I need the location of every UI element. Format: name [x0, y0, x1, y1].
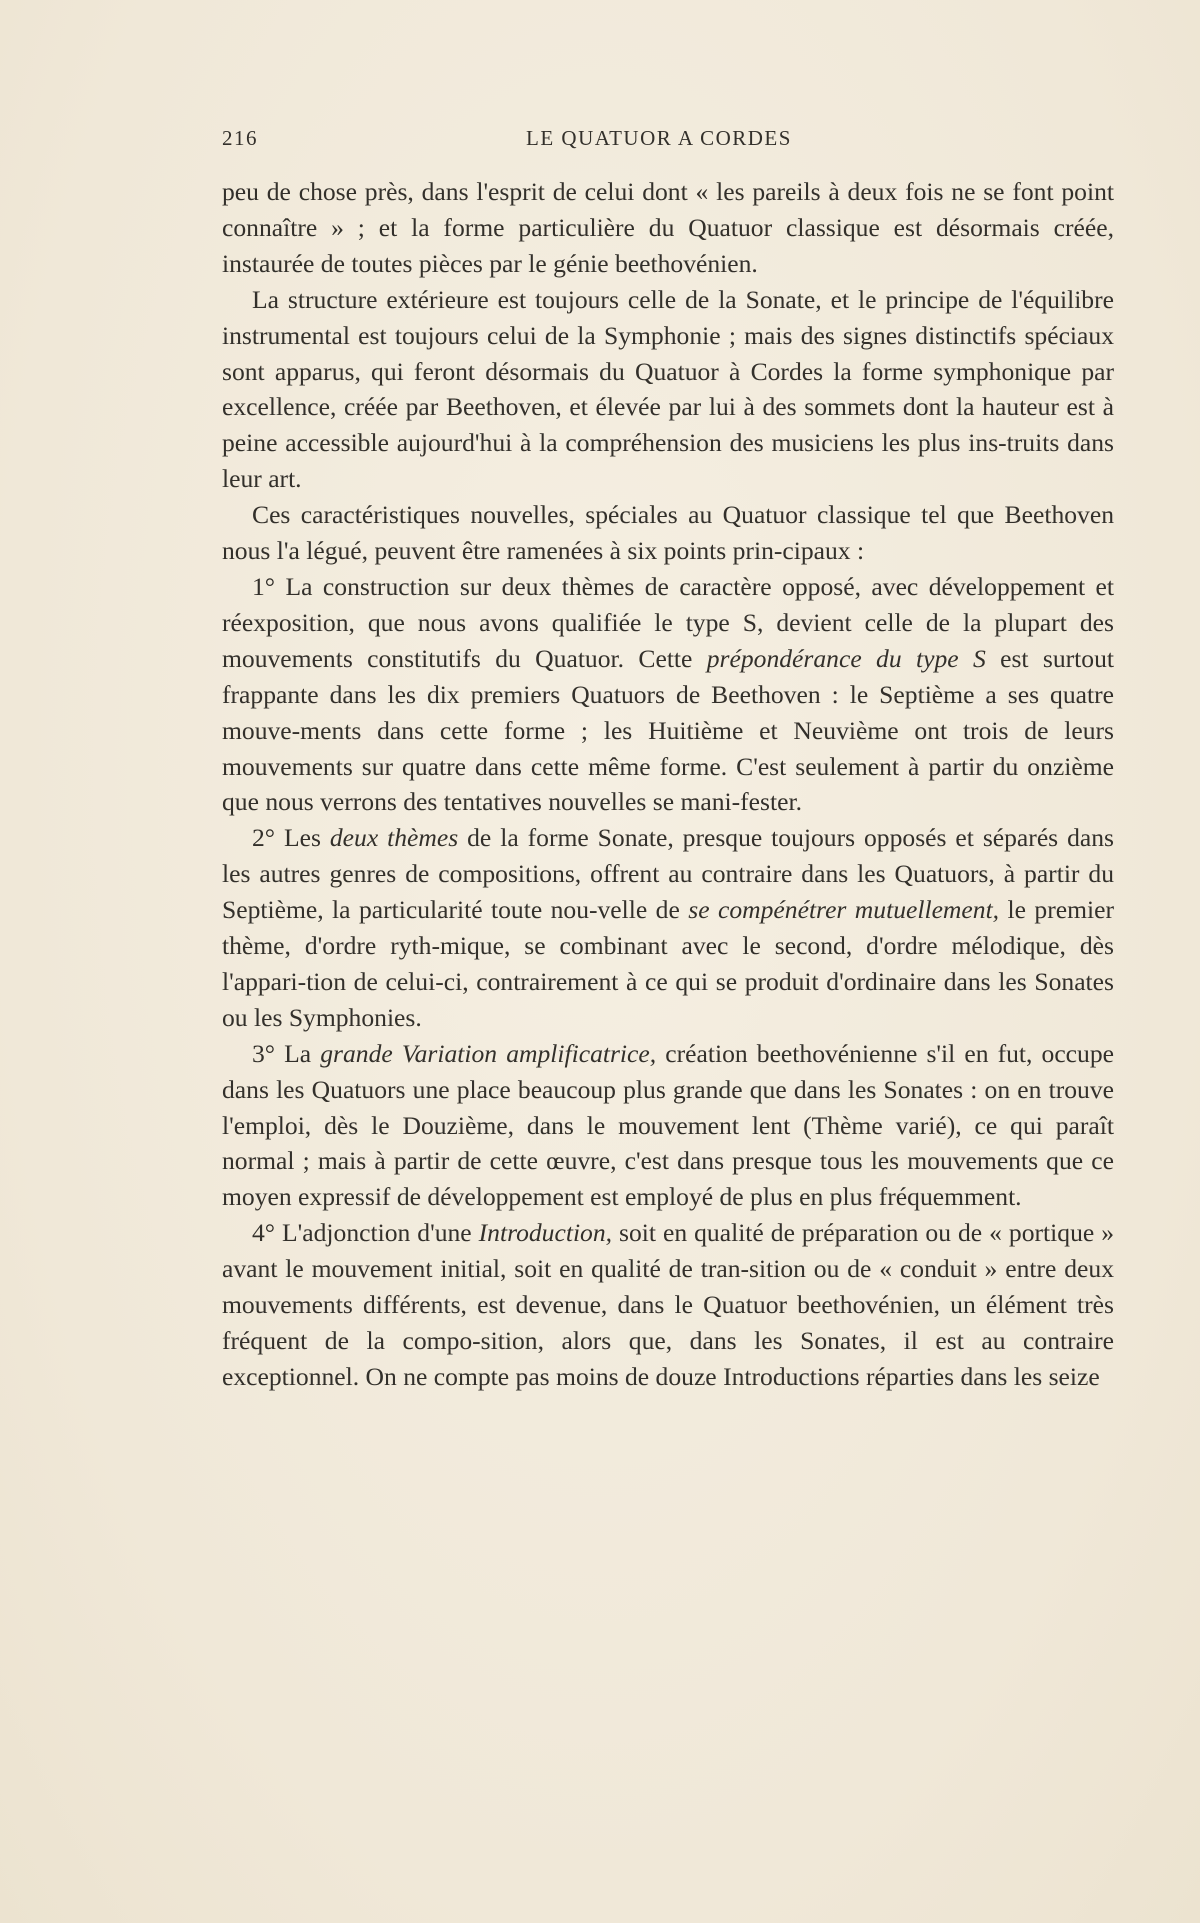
point-2-text-c: le premier thème, d'ordre ryth-mique, se combinant avec le second, d'ordre mélodique, dès l'appari-tion de celui-ci, contrairement à ce qui se produit d'ordinaire dans les Sonates ou les Symphonies. — [222, 895, 1114, 1032]
paragraph-point-1 — [222, 569, 1114, 820]
point-2-emphasis-2: se compénétrer mutuellement, — [688, 895, 1000, 925]
point-4-text-a: 4° L'adjonction d'une — [252, 1218, 479, 1248]
point-1-emphasis: prépondérance du type S — [706, 643, 986, 673]
point-3-text-b: création beethovénienne s'il en fut, occupe dans les Quatuors une place beaucoup plus grande que dans les Sonates : on en trouve l'emploi, dès le Douzième, dans le mouvement lent (Thème varié), ce qui paraît normal ; mais à partir de cette œuvre, c'est dans presque tous les mouvements que ce moyen expressif de développement est employé de plus en plus fréquemment. — [222, 1038, 1114, 1212]
paragraph-characteristics: Ces caractéristiques nouvelles, spéciales au Quatuor classique tel que Beethoven nous l'a légué, peuvent être ramenées à six points prin-cipaux : — [222, 500, 1114, 566]
point-2-text-a: 2° Les — [252, 823, 330, 853]
point-2-emphasis-1: deux thèmes — [329, 823, 459, 853]
paragraph-continuation: peu de chose près, dans l'esprit de celui dont « les pareils à deux fois ne se font point connaître » ; et la forme particulière du Quatuor classique est désormais créée, instaurée de toutes pièces par le génie beethovénien. — [222, 177, 1114, 278]
page-number: 216 — [222, 126, 258, 150]
point-1-text-b: est surtout frappante dans les dix premiers Quatuors de Beethoven : le Septième a ses quatre mouve-ments dans cette forme ; les Huitième et Neuvième ont trois de leurs mouvements sur quatre dans cette même forme. C'est seulement à partir du onzième que nous verrons des tentatives nouvelles se mani-fester. — [222, 643, 1114, 817]
paragraph-structure: La structure extérieure est toujours celle de la Sonate, et le principe de l'équilibre instrumental est toujours celui de la Symphonie ; mais des signes distinctifs spéciaux sont apparus, qui feront désormais du Quatuor à Cordes la forme symphonique par excellence, créée par Beethoven, et élevée par lui à des sommets dont la hauteur est à peine accessible aujourd'hui à la compréhension des musiciens les plus ins-truits dans leur art. — [222, 284, 1114, 494]
paragraph-point-2 — [222, 820, 1114, 1035]
paragraph-point-3 — [222, 1036, 1114, 1216]
point-4-emphasis: Introduction, — [478, 1218, 613, 1248]
point-3-emphasis: grande Variation amplificatrice, — [320, 1038, 657, 1068]
point-2-text-b: de la forme Sonate, presque toujours opposés et séparés dans les autres genres de compositions, offrent au contraire dans les Quatuors, à partir du Septième, la particularité toute nou-velle de — [222, 823, 1114, 925]
body-text — [222, 174, 1114, 1395]
running-title: LE QUATUOR A CORDES — [526, 126, 792, 150]
paragraph-point-4 — [222, 1215, 1114, 1395]
point-1-text-a: 1° La construction sur deux thèmes de caractère opposé, avec développement et réexposition, que nous avons qualifiée le type S, devient celle de la plupart des mouvements constitutifs du Quatuor. Cette — [222, 571, 1114, 673]
point-4-text-b: soit en qualité de préparation ou de « portique » avant le mouvement initial, soit en qualité de tran-sition ou de « conduit » entre deux mouvements différents, est devenue, dans le Quatuor beethovénien, un élément très fréquent de la compo-sition, alors que, dans les Sonates, il est au contraire exceptionnel. On ne compte pas moins de douze Introductions réparties dans les seize — [222, 1218, 1115, 1391]
point-3-text-a: 3° La — [252, 1038, 321, 1068]
running-head — [222, 126, 1122, 156]
